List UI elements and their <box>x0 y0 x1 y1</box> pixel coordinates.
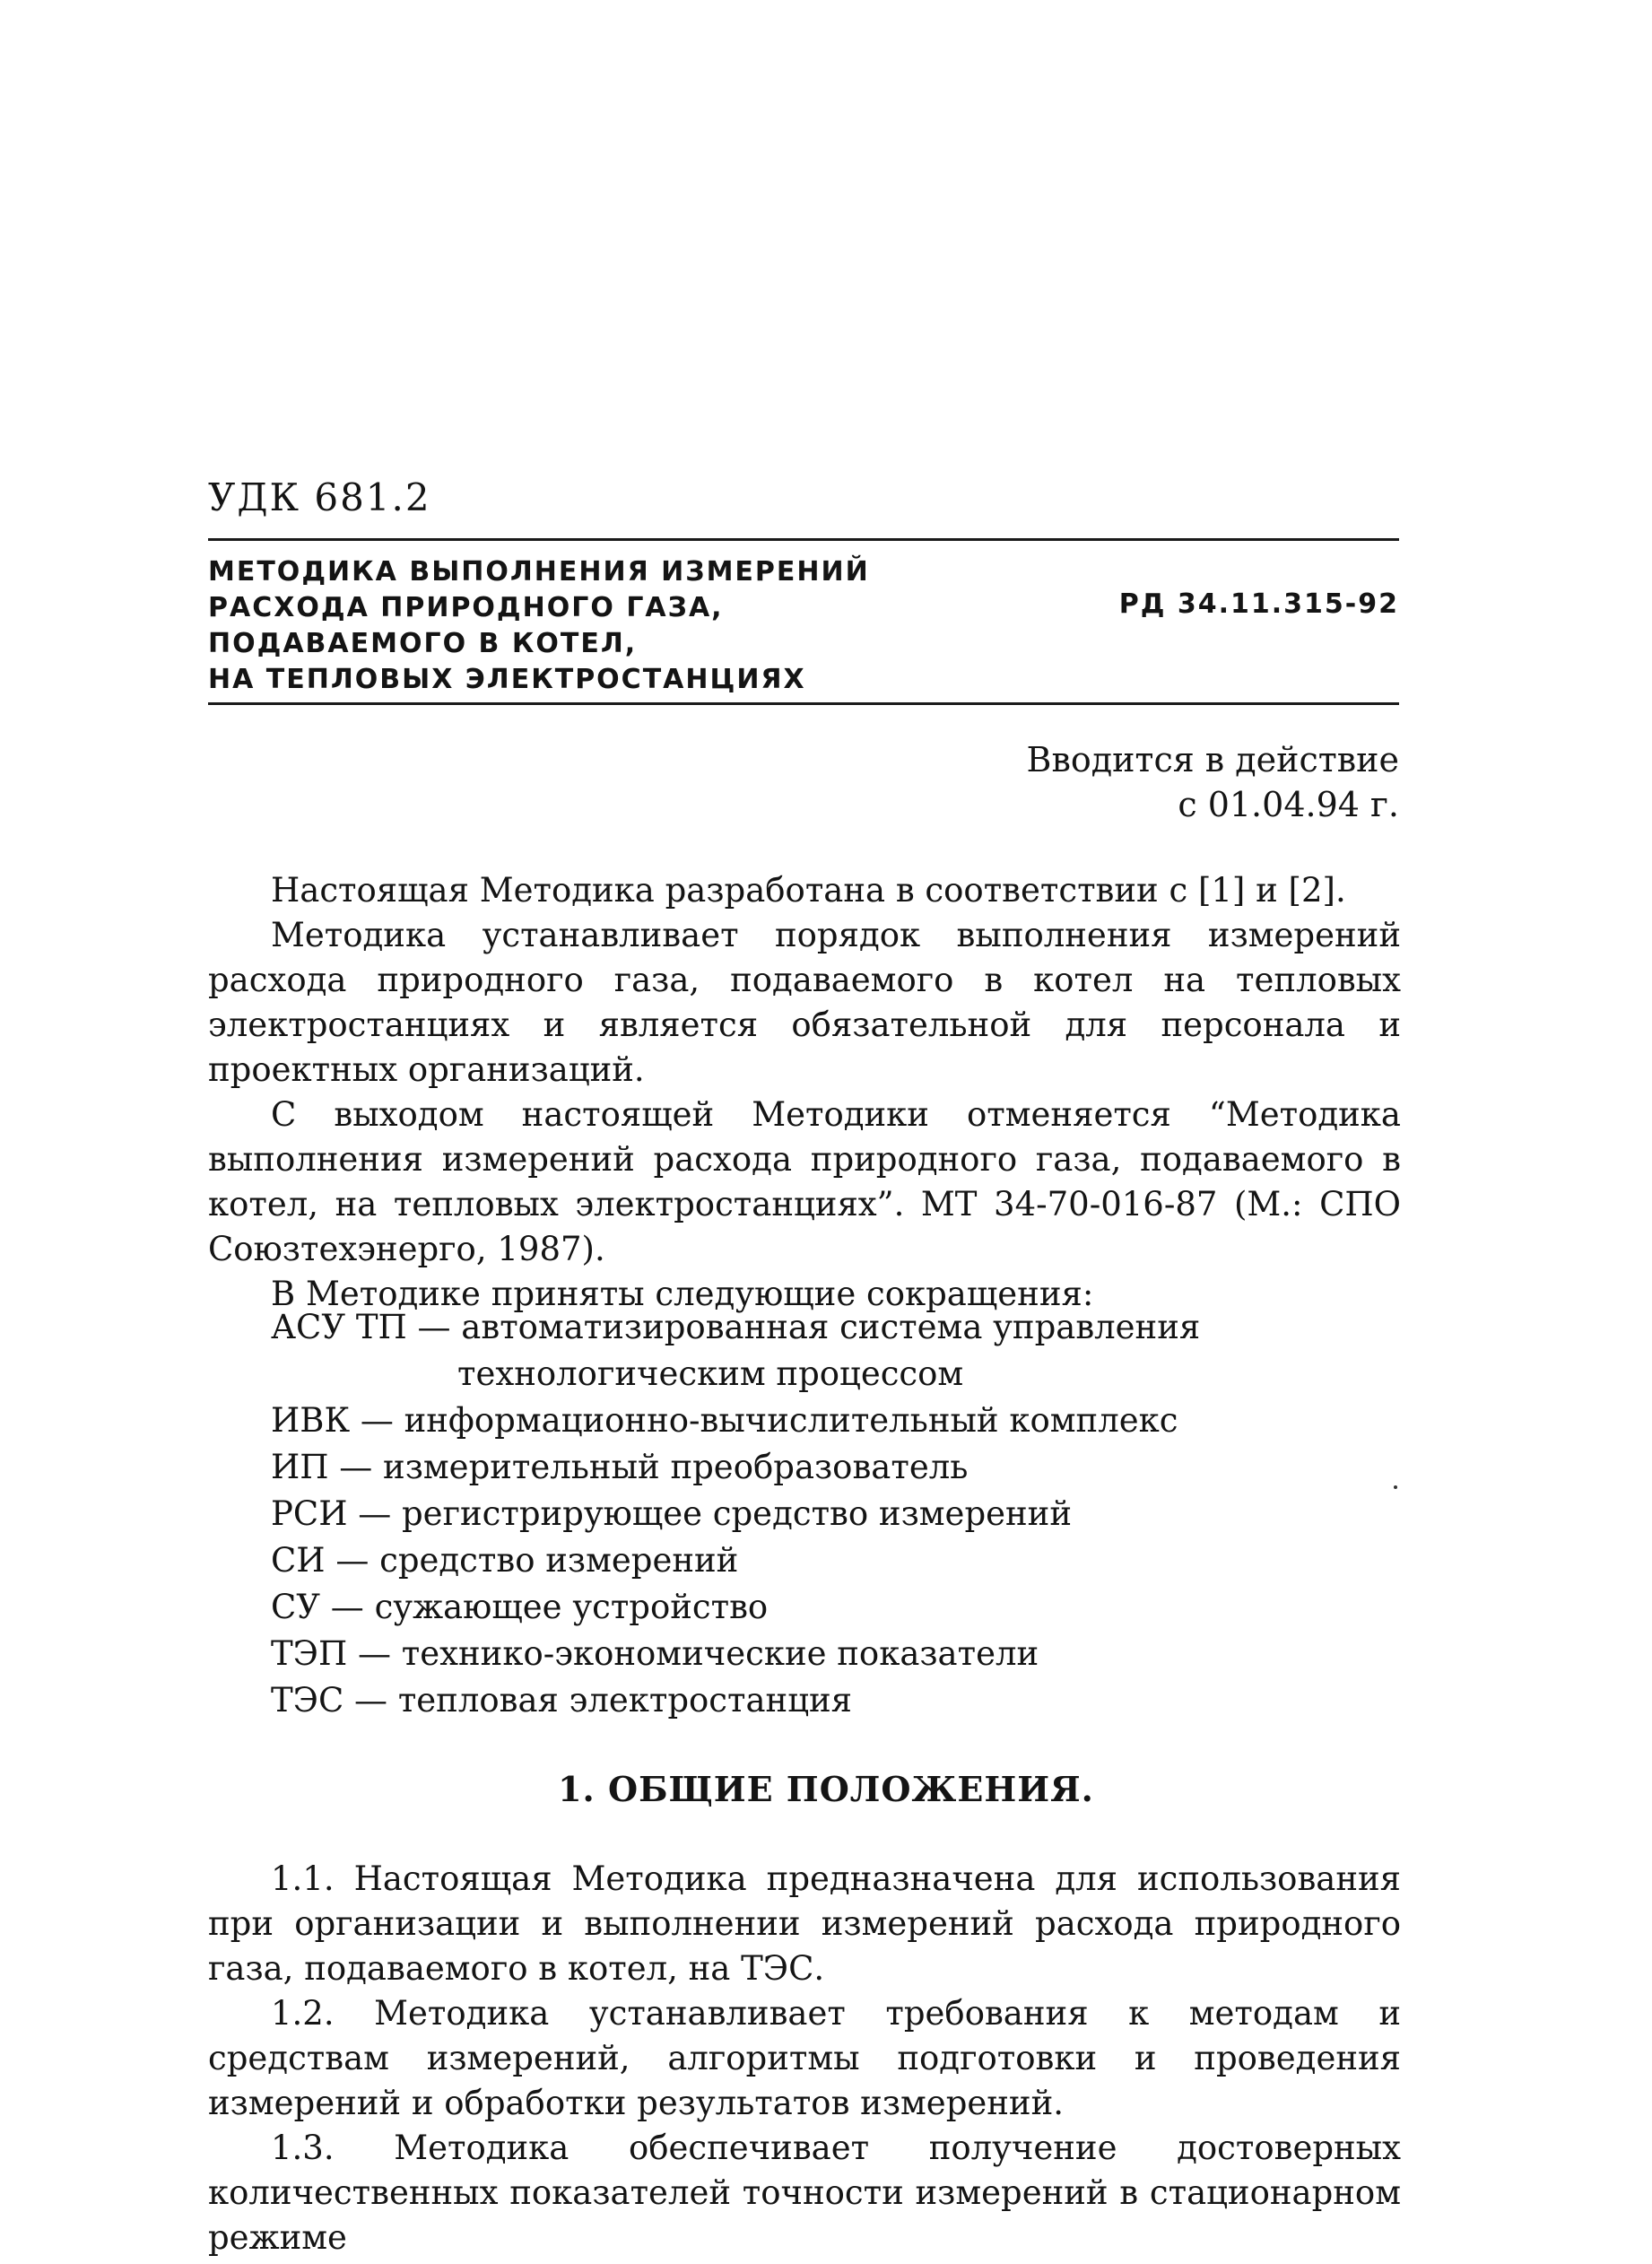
section-heading: 1. ОБЩИЕ ПОЛОЖЕНИЯ. <box>558 1769 1094 1809</box>
abbreviation-item: РСИ — регистрирующее средство измерений <box>271 1494 1073 1533</box>
header-bottom-rule <box>208 702 1399 705</box>
clause-1-1: 1.1. Настоящая Методика предназначена для использования при организации и выполнении измерений расхода природного газа, подаваемого в котел, на ТЭС. <box>208 1859 1401 1988</box>
intro-paragraph-2: Методика устанавливает порядок выполнения измерений расхода природного газа, подаваемого в котел на тепловых электростанциях и является обязательной для персонала и проектных организаций. <box>208 916 1401 1089</box>
abbreviation-item: ТЭС — тепловая электростанция <box>271 1681 853 1720</box>
clause-1-2: 1.2. Методика устанавливает требования к методам и средствам измерений, алгоритмы подготовки и проведения измерений и обработки результатов измерений. <box>208 1994 1401 2122</box>
title-line-3: ПОДАВАЕМОГО В КОТЕЛ, <box>208 628 638 659</box>
intro-paragraph-1: Настоящая Методика разработана в соответствии с [1] и [2]. <box>271 871 1346 910</box>
intro-paragraph-3: С выходом настоящей Методики отменяется “Методика выполнения измерений расхода природного газа, подаваемого в котел, на тепловых электростанциях”. МТ 34-70-016-87 (М.: СПО Союзтехэнерго, 1987). <box>208 1095 1401 1268</box>
abbreviation-list <box>271 1304 1401 1724</box>
intro-paragraph-4: В Методике приняты следующие сокращения: <box>271 1275 1094 1313</box>
abbreviation-item: ИВК — информационно-вычислительный комплекс <box>271 1401 1178 1440</box>
header-top-rule <box>208 538 1399 541</box>
effective-label: Вводится в действие <box>1026 740 1399 779</box>
abbreviation-item: СУ — сужающее устройство <box>271 1588 769 1626</box>
abbreviation-item: СИ — средство измерений <box>271 1541 739 1580</box>
title-line-4: НА ТЕПЛОВЫХ ЭЛЕКТРОСТАНЦИЯХ <box>208 664 806 695</box>
title-line-1: МЕТОДИКА ВЫПОЛНЕНИЯ ИЗМЕРЕНИЙ <box>208 556 870 588</box>
clause-1-3: 1.3. Методика обеспечивает получение достоверных количественных показателей точности измерений в стационарном режиме <box>208 2129 1401 2257</box>
effective-date: с 01.04.94 г. <box>1178 785 1399 824</box>
effective-date-block <box>1027 737 1399 827</box>
udk-code: УДК 681.2 <box>208 475 431 519</box>
intro-text <box>208 868 1401 1317</box>
rd-document-number: РД 34.11.315-92 <box>1118 588 1399 620</box>
abbreviation-item: АСУ ТП — автоматизированная система управления технологическим процессом <box>271 1308 1201 1393</box>
document-title <box>208 554 926 698</box>
title-line-2: РАСХОДА ПРИРОДНОГО ГАЗА, <box>208 592 724 623</box>
section-1-text <box>208 1857 1401 2260</box>
abbreviation-item: ИП — измерительный преобразователь <box>271 1448 969 1486</box>
scan-speck <box>1394 1485 1397 1489</box>
abbreviation-item: ТЭП — технико-экономические показатели <box>271 1634 1039 1673</box>
